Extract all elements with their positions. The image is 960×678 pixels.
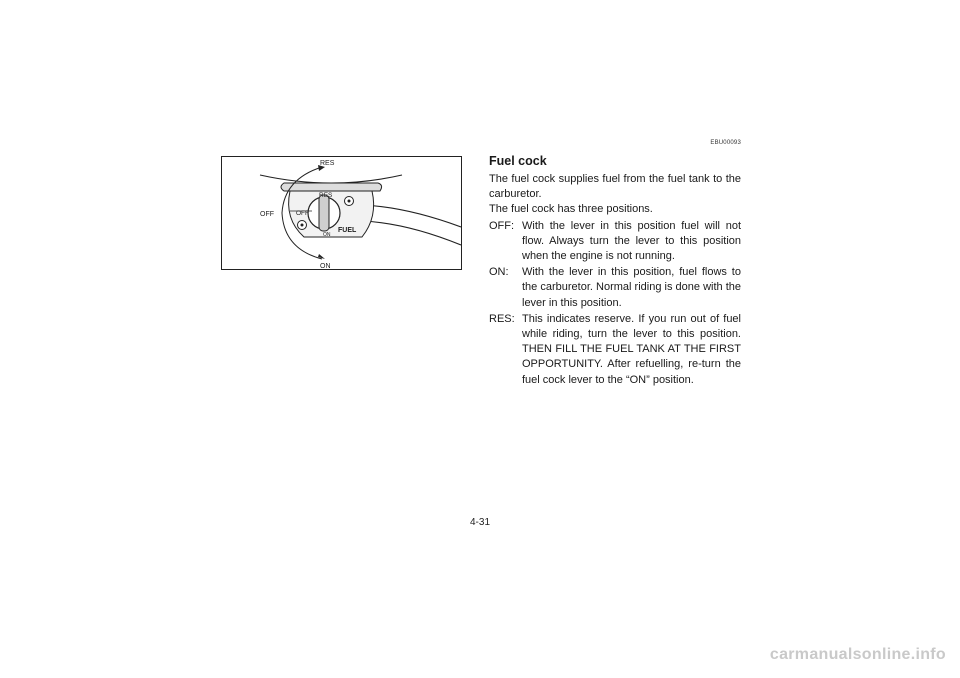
- intro-paragraph-1: The fuel cock supplies fuel from the fuel tank to the carburetor.: [489, 173, 741, 201]
- position-label: ON:: [489, 266, 509, 279]
- label-fuel: FUEL: [338, 227, 357, 234]
- page-number: 4-31: [469, 517, 490, 528]
- section-heading: Fuel cock: [489, 154, 547, 168]
- fuel-cock-section: [489, 140, 741, 388]
- label-res-inner: RES: [319, 192, 333, 199]
- watermark: carmanualsonline.info: [769, 646, 946, 663]
- position-description: This indicates reserve. If you run out of fuel while riding, turn the lever to this position. THEN FILL THE FUEL TANK AT THE FIRST OPPORTUNITY. After refuelling, re-turn the fuel cock lever to the “ON” position.: [522, 312, 741, 386]
- intro-paragraph-2: The fuel cock has three positions.: [489, 203, 653, 216]
- position-description: With the lever in this position fuel will not flow. Always turn the lever to this position when the engine is not running.: [522, 219, 741, 263]
- position-on: [489, 265, 741, 311]
- label-off-outer: OFF: [260, 211, 274, 218]
- label-res-outer: RES: [320, 160, 335, 167]
- label-on-inner: ON: [323, 232, 331, 238]
- position-label: OFF:: [489, 219, 515, 232]
- fuel-cock-illustration: [221, 156, 462, 270]
- position-off: [489, 219, 741, 265]
- label-off-inner: OFF: [296, 210, 309, 217]
- section-code: EBU00093: [710, 140, 741, 146]
- position-description: With the lever in this position, fuel flows to the carburetor. Normal riding is done with the lever in this position.: [522, 266, 741, 309]
- label-on-outer: ON: [320, 263, 331, 269]
- fuel-cock-drawing: [222, 157, 461, 269]
- position-label: RES:: [489, 312, 515, 325]
- position-res: [489, 312, 741, 388]
